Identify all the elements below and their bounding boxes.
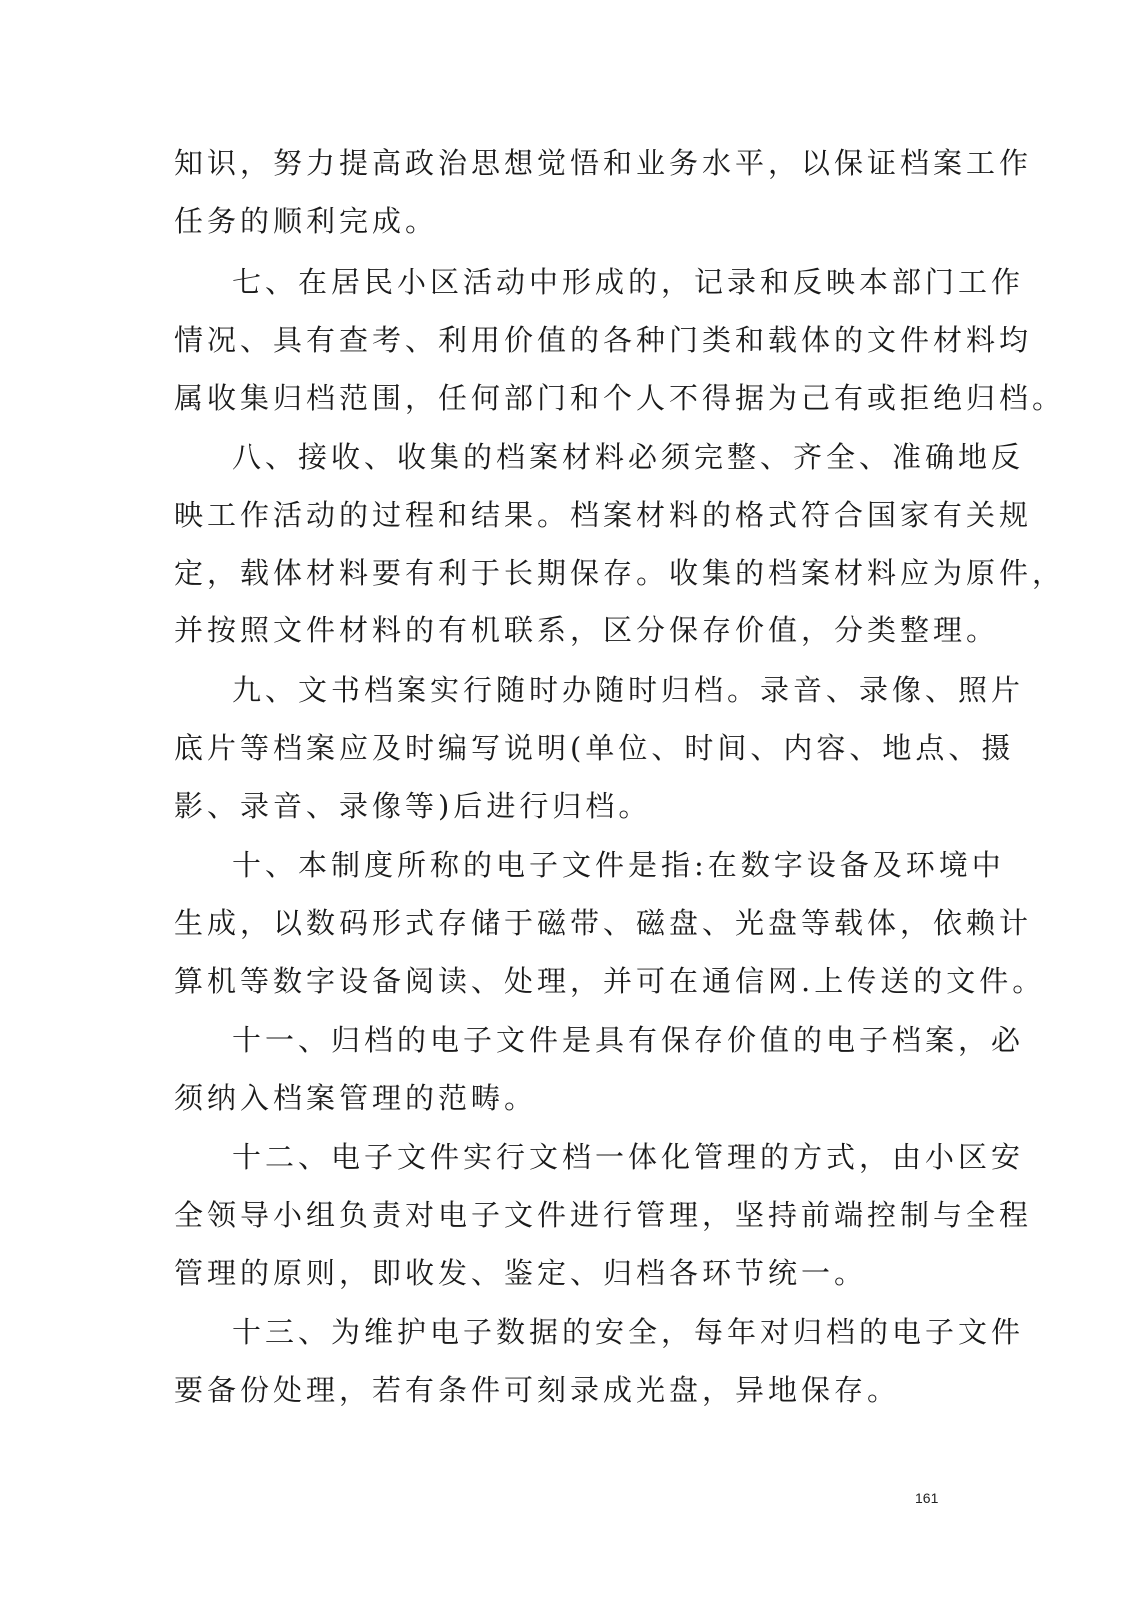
paragraph-start-8: 八、接收、收集的档案材料必须完整、齐全、准确地反 bbox=[232, 440, 1025, 474]
text-line: 影、录音、录像等)后进行归档。 bbox=[174, 789, 652, 823]
paragraph-start-13: 十三、为维护电子数据的安全，每年对归档的电子文件 bbox=[232, 1315, 1025, 1349]
paragraph-start-10: 十、本制度所称的电子文件是指:在数字设备及环境中 bbox=[232, 848, 1005, 882]
page-number: 161 bbox=[915, 1490, 939, 1506]
text-line: 属收集归档范围，任何部门和个人不得据为己有或拒绝归档。 bbox=[174, 381, 1066, 415]
text-line: 生成，以数码形式存储于磁带、磁盘、光盘等载体，依赖计 bbox=[174, 906, 1033, 940]
text-line: 算机等数字设备阅读、处理，并可在通信网.上传送的文件。 bbox=[174, 964, 1046, 998]
paragraph-start-7: 七、在居民小区活动中形成的，记录和反映本部门工作 bbox=[232, 265, 1025, 299]
text-line: 并按照文件材料的有机联系，区分保存价值，分类整理。 bbox=[174, 613, 1000, 647]
text-line: 定，载体材料要有利于长期保存。收集的档案材料应为原件， bbox=[174, 556, 1066, 590]
text-line: 任务的顺利完成。 bbox=[174, 204, 439, 238]
text-line: 须纳入档案管理的范畴。 bbox=[174, 1081, 538, 1115]
paragraph-start-12: 十二、电子文件实行文档一体化管理的方式，由小区安 bbox=[232, 1140, 1025, 1174]
text-line: 知识，努力提高政治思想觉悟和业务水平，以保证档案工作 bbox=[174, 146, 1033, 180]
paragraph-start-9: 九、文书档案实行随时办随时归档。录音、录像、照片 bbox=[232, 673, 1025, 707]
text-line: 底片等档案应及时编写说明(单位、时间、内容、地点、摄 bbox=[174, 731, 1015, 765]
paragraph-start-11: 十一、归档的电子文件是具有保存价值的电子档案，必 bbox=[232, 1023, 1025, 1057]
text-line: 情况、具有查考、利用价值的各种门类和载体的文件材料均 bbox=[174, 323, 1033, 357]
text-line: 映工作活动的过程和结果。档案材料的格式符合国家有关规 bbox=[174, 498, 1033, 532]
text-line: 要备份处理，若有条件可刻录成光盘，异地保存。 bbox=[174, 1373, 901, 1407]
text-line: 管理的原则，即收发、鉴定、归档各环节统一。 bbox=[174, 1256, 868, 1290]
text-line: 全领导小组负责对电子文件进行管理，坚持前端控制与全程 bbox=[174, 1198, 1033, 1232]
